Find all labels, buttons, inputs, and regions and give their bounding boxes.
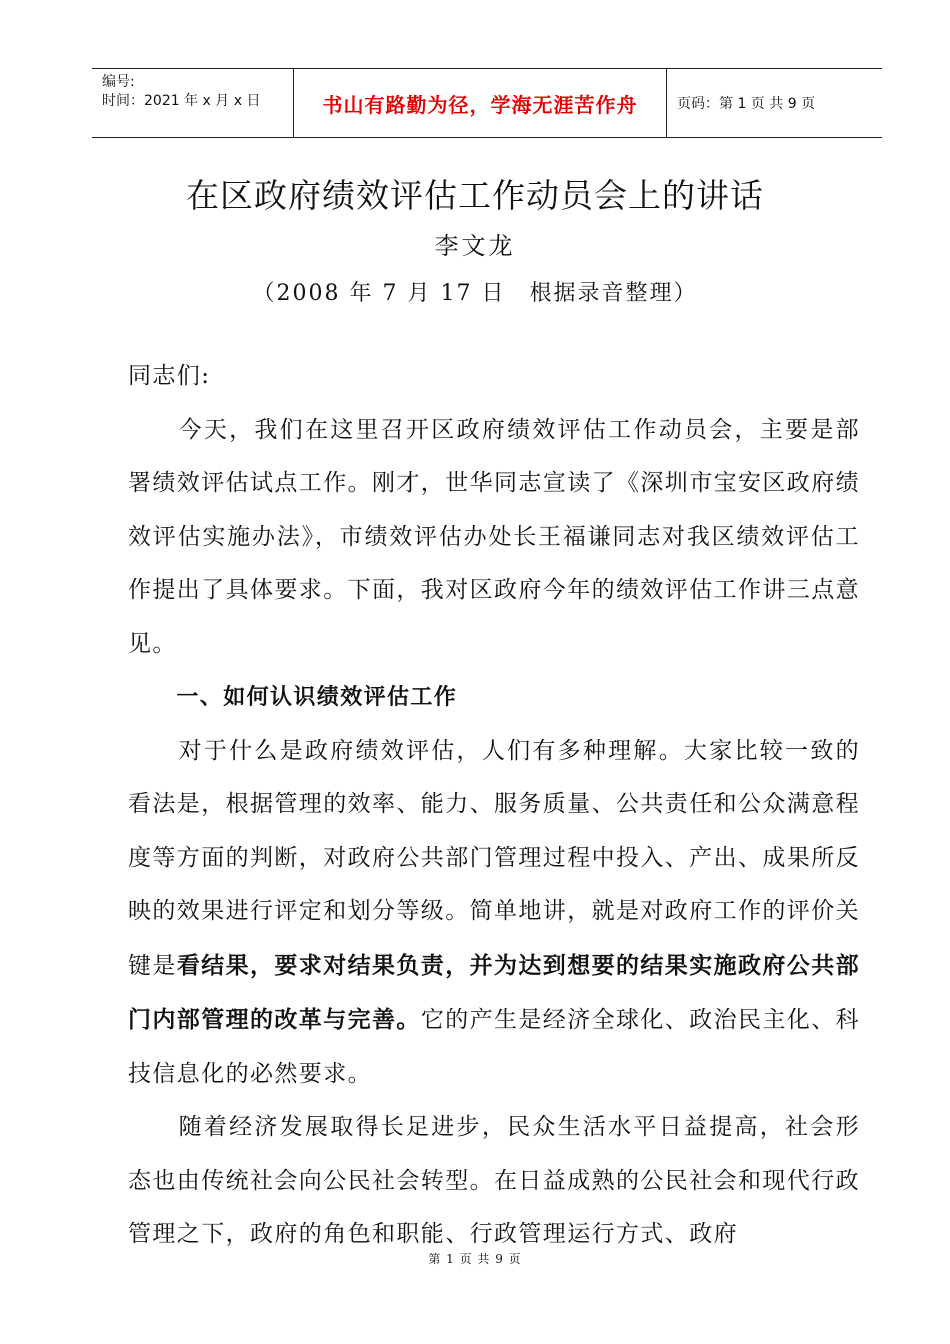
paragraph-2-emphasis: 看结果，要求对结果负责，并为达到想要的结果实施政府公共部门内部管理的改革与完善。 bbox=[128, 951, 861, 1033]
serial-label: 编号: bbox=[102, 74, 135, 90]
paragraph-2 bbox=[128, 725, 860, 1102]
header-motto-cell bbox=[294, 69, 667, 137]
paragraph-2-start: 对于什么是政府绩效评估，人们有多种理解。大家比较一致的看法是，根据管理的效率、能力、服务质量、公共责任和公众满意程度等方面的判断，对政府公共部门管理过程中投入、产出、成果所反映的效果进行评定和划分等级。简单地讲，就是对政府工作的评价关键是 bbox=[128, 737, 860, 979]
page-number-label: 页码：第 1 页 共 9 页 bbox=[677, 96, 816, 112]
time-label: 时间：2021 年 x 月 x 日 bbox=[102, 93, 261, 109]
document-subtitle: （2008 年 7 月 17 日 根据录音整理） bbox=[252, 281, 698, 306]
salutation: 同志们: bbox=[128, 363, 211, 389]
document-author: 李文龙 bbox=[434, 232, 516, 260]
page-footer: 第 1 页 共 9 页 bbox=[428, 1252, 522, 1266]
page-header bbox=[92, 68, 882, 138]
section-heading-1: 一、如何认识绩效评估工作 bbox=[176, 685, 458, 710]
header-info-cell bbox=[92, 69, 294, 137]
paragraph-1: 今天，我们在这里召开区政府绩效评估工作动员会，主要是部署绩效评估试点工作。刚才，世华同志宣读了《深圳市宝安区政府绩效评估实施办法》，市绩效评估办处长王福谦同志对我区绩效评估工作提出了具体要求。下面，我对区政府今年的绩效评估工作讲三点意见。 bbox=[128, 416, 860, 657]
document-body bbox=[128, 350, 860, 1262]
document-title: 在区政府绩效评估工作动员会上的讲话 bbox=[186, 176, 764, 215]
paragraph-3: 随着经济发展取得长足进步，民众生活水平日益提高，社会形态也由传统社会向公民社会转型。在日益成熟的公民社会和现代行政管理之下，政府的角色和职能、行政管理运行方式、政府 bbox=[128, 1114, 860, 1247]
paragraph-2-end: 它的产生是经济全球化、政治民主化、科技信息化的必然要求。 bbox=[128, 1007, 861, 1087]
header-page-cell bbox=[667, 69, 882, 137]
motto-text: 书山有路勤为径，学海无涯苦作舟 bbox=[322, 92, 638, 117]
